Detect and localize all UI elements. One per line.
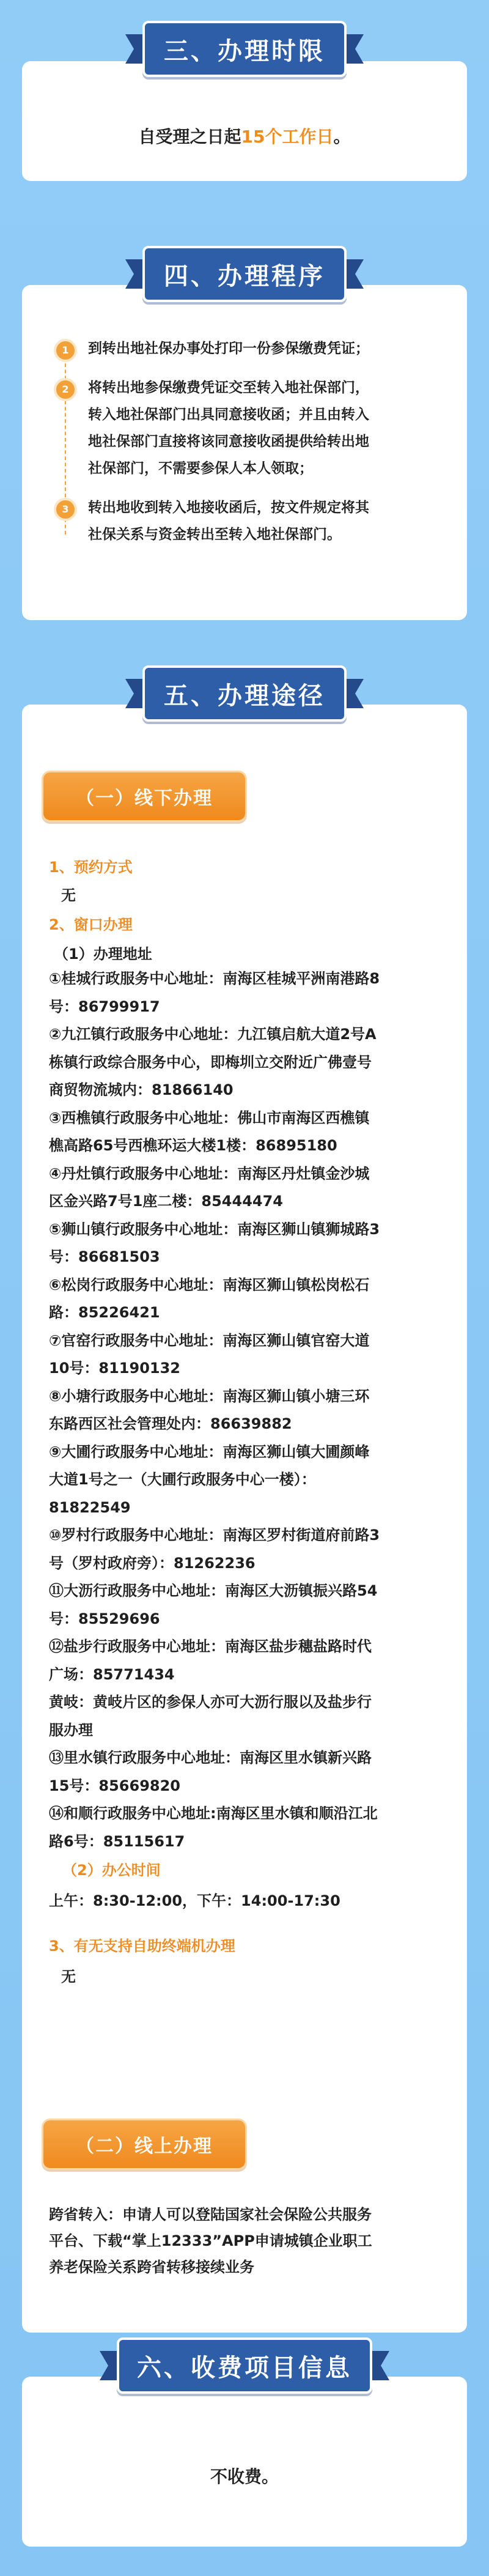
procedure-banner <box>142 246 347 302</box>
time-limit-prefix: 自受理之日起 <box>138 127 241 147</box>
office-address-line: 路6号：85115617 <box>49 1832 185 1850</box>
fees-title: 六、收费项目信息 <box>137 2353 352 2382</box>
office-address-line: ⑪大沥行政服务中心地址：南海区大沥镇振兴路54 <box>49 1582 378 1599</box>
office-address-line: ⑥松岗行政服务中心地址：南海区狮山镇松岗松石 <box>49 1276 370 1294</box>
online-description <box>49 2202 445 2281</box>
online-label: （二）线上办理 <box>42 2119 247 2170</box>
time-limit-title: 三、办理时限 <box>164 37 325 65</box>
fees-banner <box>117 2337 372 2394</box>
reservation-value: 无 <box>61 887 76 904</box>
fees-card <box>22 2353 467 2547</box>
office-address-line: 栋镇行政综合服务中心，即梅圳立交附近广佛壹号 <box>49 1053 372 1071</box>
office-address-line: 10号：81190132 <box>49 1360 180 1377</box>
procedure-steps <box>54 335 443 559</box>
kiosk-value: 无 <box>61 1968 76 1985</box>
step-line: 将转出地参保缴费凭证交至转入地社保部门， <box>88 380 369 396</box>
office-address-line: ⑧小塘行政服务中心地址：南海区狮山镇小塘三环 <box>49 1387 370 1405</box>
online-line: 养老保险关系跨省转移接续业务 <box>49 2259 254 2276</box>
channels-title: 五、办理途径 <box>164 681 325 710</box>
office-address-line: ①桂城行政服务中心地址：南海区桂城平洲南港路8 <box>49 970 380 987</box>
channels-banner <box>142 665 347 722</box>
office-address-line: 号：86799917 <box>49 997 160 1015</box>
office-address-line: ②九江镇行政服务中心地址：九江镇启航大道2号A <box>49 1026 377 1043</box>
time-limit-suffix: 。 <box>333 127 351 147</box>
office-address-line: ③西樵镇行政服务中心地址：佛山市南海区西樵镇 <box>49 1109 370 1127</box>
office-address-line: ⑭和顺行政服务中心地址:南海区里水镇和顺沿江北 <box>49 1805 378 1822</box>
office-address-line: ④丹灶镇行政服务中心地址：南海区丹灶镇金沙城 <box>49 1164 370 1182</box>
online-line: 跨省转入：申请人可以登陆国家社会保险公共服务 <box>49 2206 372 2223</box>
offline-label: （一）线下办理 <box>42 771 247 822</box>
office-address-line: 区金兴路7号1座二楼：85444474 <box>49 1193 283 1210</box>
office-address-line: 广场：85771434 <box>49 1665 175 1683</box>
channels-card <box>22 681 467 2333</box>
address-heading: （1）办理地址 <box>54 946 152 963</box>
office-address-line: 服办理 <box>49 1721 93 1739</box>
step-line: 转出地收到转入地接收函后，按文件规定将其 <box>88 500 369 516</box>
time-limit-card <box>22 37 467 181</box>
procedure-title: 四、办理程序 <box>164 262 325 291</box>
window-heading: 2、窗口办理 <box>49 916 133 933</box>
kiosk-heading: 3、有无支持自助终端机办理 <box>49 1938 235 1955</box>
hours-value: 上午：8:30-12:00，下午：14:00-17:30 <box>49 1892 340 1909</box>
office-address-line: ⑩罗村行政服务中心地址：南海区罗村街道府前路3 <box>49 1527 380 1544</box>
office-address-line: ⑫盐步行政服务中心地址：南海区盐步穗盐路时代 <box>49 1638 372 1655</box>
step-line: 社保部门，不需要参保人本人领取； <box>88 461 313 476</box>
step-line: 转入地社保部门出具同意接收函；并且由转入 <box>88 407 369 423</box>
office-address-list <box>49 965 440 1856</box>
procedure-card <box>22 262 467 620</box>
fees-text: 不收费。 <box>210 2467 279 2487</box>
office-address-line: ⑨大圃行政服务中心地址：南海区狮山镇大圃颜峰 <box>49 1443 370 1460</box>
office-address-line: 号：85529696 <box>49 1610 160 1627</box>
office-address-line: 商贸物流城内：81866140 <box>49 1081 233 1098</box>
procedure-step-1 <box>54 335 443 362</box>
step-number-badge: 1 <box>54 339 77 362</box>
office-address-line: ⑦官窑行政服务中心地址：南海区狮山镇官窑大道 <box>49 1331 370 1349</box>
step-line: 社保关系与资金转出至转入地社保部门。 <box>88 527 341 542</box>
office-address-line: 号：86681503 <box>49 1248 160 1265</box>
step-text: 到转出地社保办事处打印一份参保缴费凭证； <box>88 341 369 357</box>
time-limit-highlight: 15个工作日 <box>241 127 334 147</box>
hours-heading: （2）办公时间 <box>62 1862 161 1879</box>
office-address-line: 15号：85669820 <box>49 1777 180 1794</box>
procedure-step-3 <box>54 494 443 548</box>
office-address-line: 黄岐：黄岐片区的参保人亦可大沥行服以及盐步行 <box>49 1693 372 1711</box>
step-line: 地社保部门直接将该同意接收函提供给转出地 <box>88 434 369 450</box>
time-limit-banner <box>142 21 347 77</box>
office-address-line: 大道1号之一（大圃行政服务中心一楼）： <box>49 1471 316 1488</box>
office-address-line: 81822549 <box>49 1498 131 1516</box>
office-address-line: 樵高路65号西樵环运大楼1楼：86895180 <box>49 1137 337 1154</box>
office-address-line: 路：85226421 <box>49 1304 160 1321</box>
office-address-line: ⑤狮山镇行政服务中心地址：南海区狮山镇狮城路3 <box>49 1220 380 1238</box>
office-address-line: ⑬里水镇行政服务中心地址：南海区里水镇新兴路 <box>49 1749 372 1766</box>
time-limit-text <box>22 124 467 148</box>
online-line: 平台、下载“掌上12333”APP申请城镇企业职工 <box>49 2232 372 2249</box>
procedure-step-2 <box>54 374 443 482</box>
office-address-line: 东路西区社会管理处内：86639882 <box>49 1415 292 1432</box>
reservation-heading: 1、预约方式 <box>49 859 133 876</box>
step-number-badge: 3 <box>54 498 77 521</box>
office-address-line: 号（罗村政府旁）：81262236 <box>49 1554 256 1572</box>
step-number-badge: 2 <box>54 378 77 401</box>
